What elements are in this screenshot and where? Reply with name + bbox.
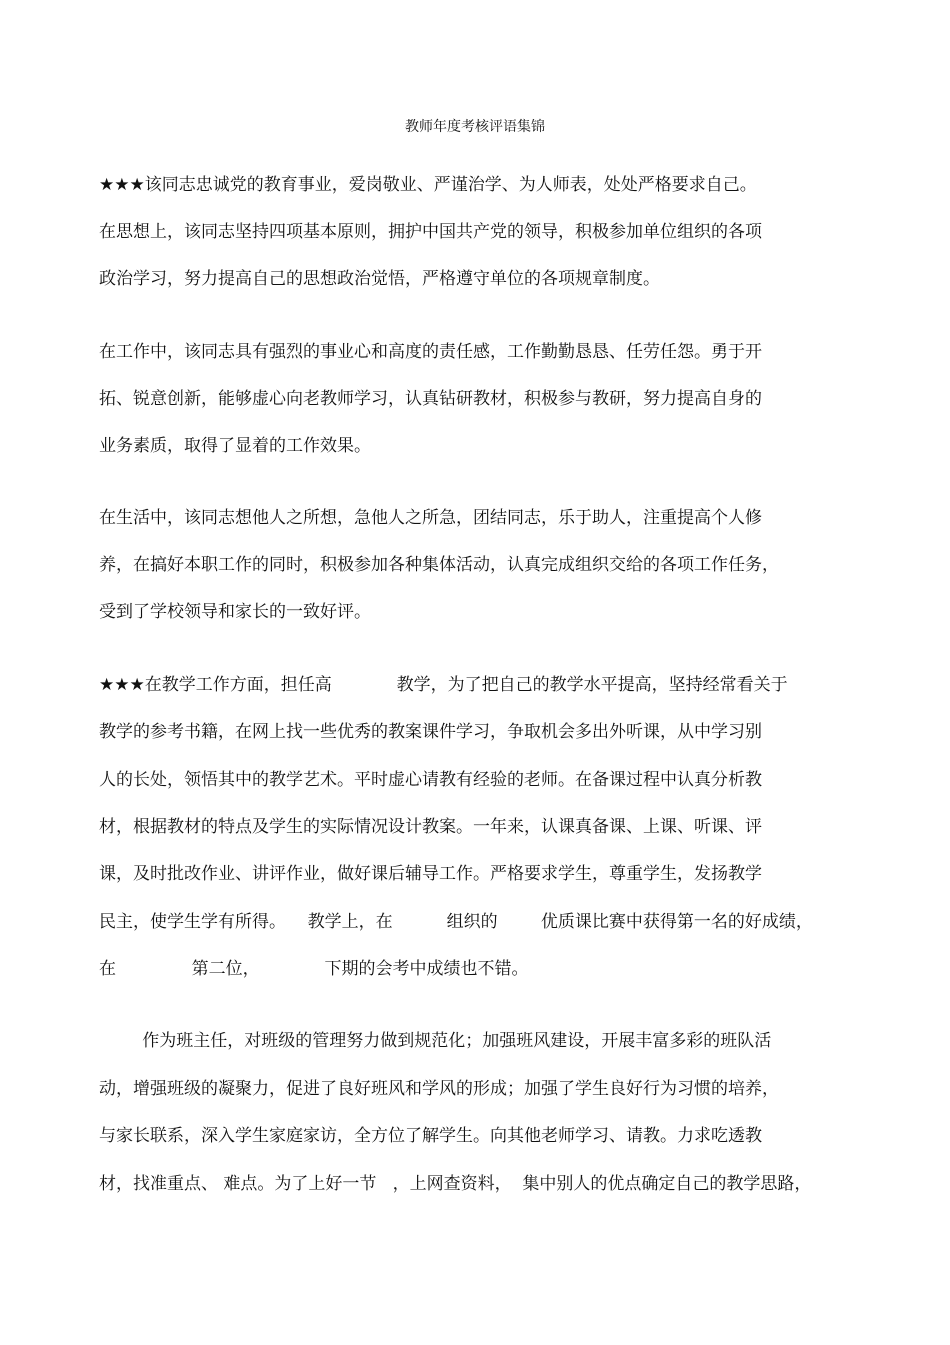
text-line: 业务素质，取得了显着的工作效果。 — [99, 436, 371, 456]
text-line: 材，找准重点、 难点。为了上好一节 ，上网查资料， 集中别人的优点确定自己的教学思路， — [99, 1174, 812, 1194]
text-line: 人的长处，领悟其中的教学艺术。平时虚心请教有经验的老师。在备课过程中认真分析教 — [99, 770, 762, 790]
text-line: ★★★该同志忠诚党的教育事业，爱岗敬业、严谨治学、为人师表，处处严格要求自己。 — [99, 175, 757, 195]
text-line: 在 第二位， 下期的会考中成绩也不错。 — [99, 959, 529, 979]
text-line: 民主，使学生学有所得。 教学上，在 组织的 优质课比赛中获得第一名的好成绩， — [99, 912, 813, 932]
text-line: 受到了学校领导和家长的一致好评。 — [99, 602, 371, 622]
page-title: 教师年度考核评语集锦 — [405, 119, 545, 135]
text-line: 材，根据教材的特点及学生的实际情况设计教案。一年来，认课真备课、上课、听课、评 — [99, 817, 762, 837]
text-line: 在思想上，该同志坚持四项基本原则，拥护中国共产党的领导，积极参加单位组织的各项 — [99, 222, 762, 242]
text-line: 教学的参考书籍，在网上找一些优秀的教案课件学习，争取机会多出外听课，从中学习别 — [99, 722, 762, 742]
text-line: 动，增强班级的凝聚力，促进了良好班风和学风的形成；加强了学生良好行为习惯的培养， — [99, 1079, 779, 1099]
text-line: 与家长联系，深入学生家庭家访，全方位了解学生。向其他老师学习、请教。力求吃透教 — [99, 1126, 762, 1146]
text-line: 在工作中，该同志具有强烈的事业心和高度的责任感，工作勤勤恳恳、任劳任怨。勇于开 — [99, 342, 762, 362]
text-line: 课，及时批改作业、讲评作业，做好课后辅导工作。严格要求学生，尊重学生，发扬教学 — [99, 864, 762, 884]
text-line: 作为班主任，对班级的管理努力做到规范化；加强班风建设，开展丰富多彩的班队活 — [99, 1031, 772, 1051]
text-line: 在生活中，该同志想他人之所想，急他人之所急，团结同志，乐于助人，注重提高个人修 — [99, 508, 762, 528]
text-line: 政治学习，努力提高自己的思想政治觉悟，严格遵守单位的各项规章制度。 — [99, 269, 660, 289]
text-line: 养，在搞好本职工作的同时，积极参加各种集体活动，认真完成组织交给的各项工作任务， — [99, 555, 779, 575]
text-line: 拓、锐意创新，能够虚心向老教师学习，认真钻研教材，积极参与教研，努力提高自身的 — [99, 389, 762, 409]
text-line: ★★★在教学工作方面，担任高 教学，为了把自己的教学水平提高，坚持经常看关于 — [99, 675, 788, 695]
